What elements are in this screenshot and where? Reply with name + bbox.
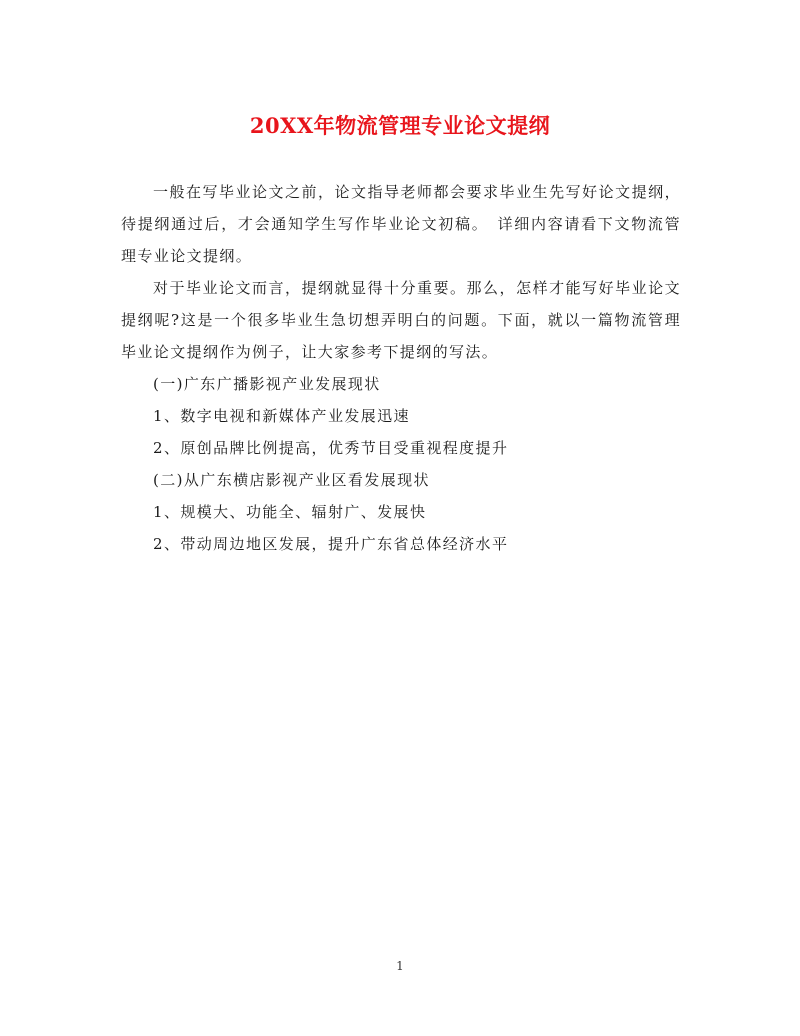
intro-paragraph: 一般在写毕业论文之前，论文指导老师都会要求毕业生先写好论文提纲，待提纲通过后，才会通知学生写作毕业论文初稿。 详细内容请看下文物流管理专业论文提纲。 — [121, 183, 681, 265]
importance-paragraph: 对于毕业论文而言，提纲就显得十分重要。那么，怎样才能写好毕业论文提纲呢?这是一个很多毕业生急切想弄明白的问题。下面，就以一篇物流管理毕业论文提纲作为例子，让大家参考下提纲的写法。 — [121, 279, 681, 361]
outline-item: 2、带动周边地区发展，提升广东省总体经济水平 — [153, 535, 509, 553]
outline-item: (二)从广东横店影视产业区看发展现状 — [153, 471, 430, 489]
outline-item: 1、数字电视和新媒体产业发展迅速 — [153, 407, 410, 425]
outline-item: 2、原创品牌比例提高，优秀节目受重视程度提升 — [153, 439, 509, 457]
page-number: 1 — [396, 959, 404, 973]
outline-item: 1、规模大、功能全、辐射广、发展快 — [153, 503, 427, 521]
document-title: 20XX年物流管理专业论文提纲 — [249, 113, 551, 138]
outline-item: (一)广东广播影视产业发展现状 — [153, 375, 381, 393]
document-body — [121, 176, 681, 560]
